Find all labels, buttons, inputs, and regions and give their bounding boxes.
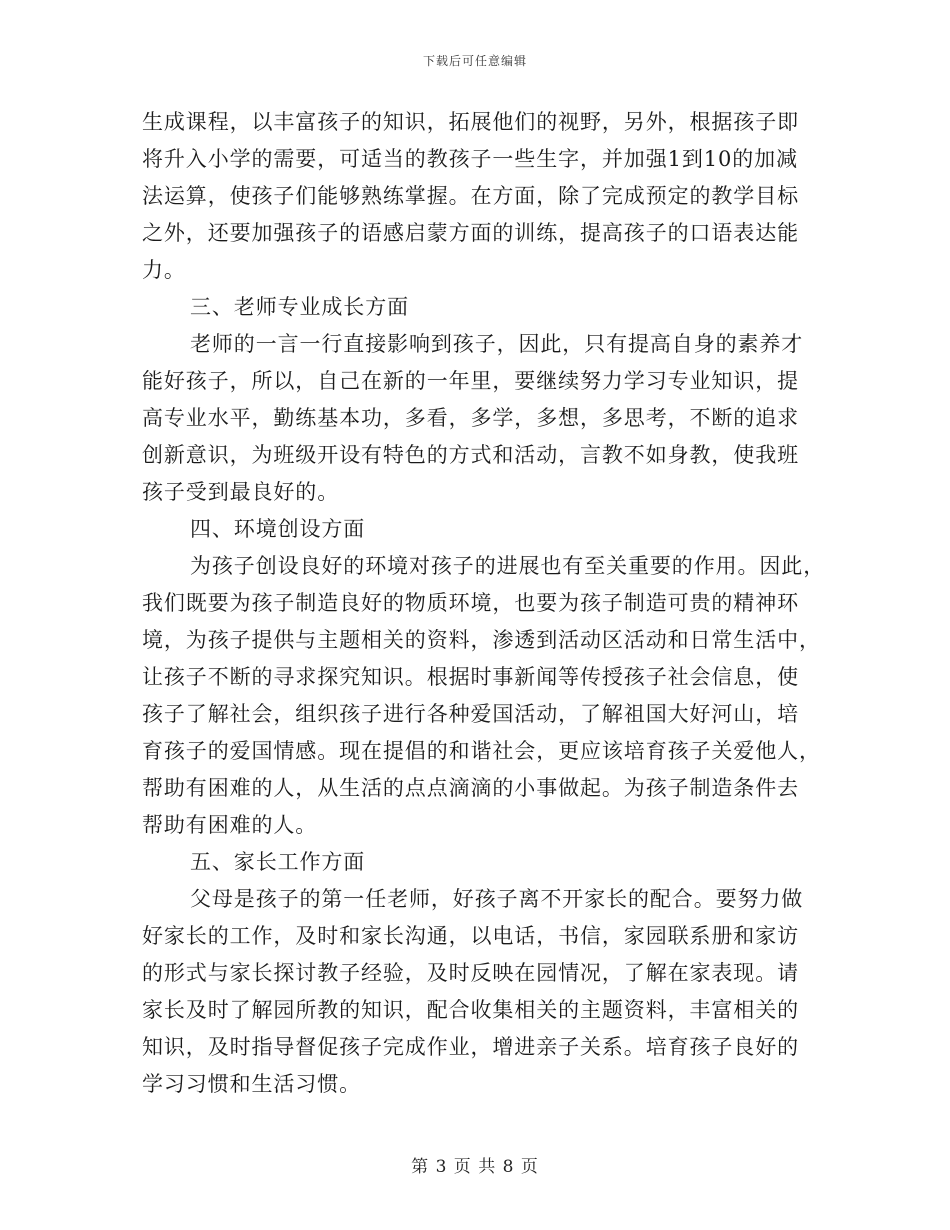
text-line: 育孩子的爱国情感。现在提倡的和谐社会，更应该培育孩子关爱他人， xyxy=(142,739,821,763)
text-line: 学习习惯和生活习惯。 xyxy=(142,1072,361,1096)
text-line: 能好孩子，所以，自己在新的一年里，要继续努力学习专业知识，提 xyxy=(142,369,799,393)
text-line: 孩子受到最良好的。 xyxy=(142,480,340,504)
text-line: 力。 xyxy=(142,258,186,282)
text-line: 我们既要为孩子制造良好的物质环境，也要为孩子制造可贵的精神环 xyxy=(142,591,799,615)
document-body xyxy=(142,104,826,1103)
text-line: 之外，还要加强孩子的语感启蒙方面的训练，提高孩子的口语表达能 xyxy=(142,221,799,245)
text-line: 帮助有困难的人。 xyxy=(142,813,318,837)
text-line: 为孩子创设良好的环境对孩子的进展也有至关重要的作用。因此， xyxy=(190,554,826,578)
text-line: 孩子了解社会，组织孩子进行各种爱国活动，了解祖国大好河山，培 xyxy=(142,702,799,726)
text-line: 将升入小学的需要，可适当的教孩子一些生字，并加强1到10的加减 xyxy=(142,147,798,171)
page-header-note: 下载后可任意编辑 xyxy=(422,54,527,68)
text-line: 父母是孩子的第一任老师，好孩子离不开家长的配合。要努力做 xyxy=(190,887,804,911)
text-line: 境，为孩子提供与主题相关的资料，渗透到活动区活动和日常生活中， xyxy=(142,628,821,652)
text-line: 老师的一言一行直接影响到孩子，因此，只有提高自身的素养才 xyxy=(190,332,804,356)
text-line: 五、家长工作方面 xyxy=(190,850,366,874)
text-line: 帮助有困难的人，从生活的点点滴滴的小事做起。为孩子制造条件去 xyxy=(142,776,799,800)
text-line: 高专业水平，勤练基本功，多看，多学，多想，多思考，不断的追求 xyxy=(142,406,799,430)
text-line: 三、老师专业成长方面 xyxy=(190,295,409,319)
text-line: 家长及时了解园所教的知识，配合收集相关的主题资料，丰富相关的 xyxy=(142,998,799,1022)
text-line: 让孩子不断的寻求探究知识。根据时事新闻等传授孩子社会信息，使 xyxy=(142,665,799,689)
text-line: 的形式与家长探讨教子经验，及时反映在园情况，了解在家表现。请 xyxy=(142,961,799,985)
text-line: 法运算，使孩子们能够熟练掌握。在方面，除了完成预定的教学目标 xyxy=(142,184,799,208)
page-number-footer: 第 3 页 共 8 页 xyxy=(411,1157,539,1177)
text-line: 生成课程，以丰富孩子的知识，拓展他们的视野，另外，根据孩子即 xyxy=(142,110,799,134)
text-line: 好家长的工作，及时和家长沟通，以电话，书信，家园联系册和家访 xyxy=(142,924,799,948)
text-line: 创新意识，为班级开设有特色的方式和活动，言教不如身教，使我班 xyxy=(142,443,799,467)
text-line: 四、环境创设方面 xyxy=(190,517,366,541)
text-line: 知识，及时指导督促孩子完成作业，增进亲子关系。培育孩子良好的 xyxy=(142,1035,799,1059)
